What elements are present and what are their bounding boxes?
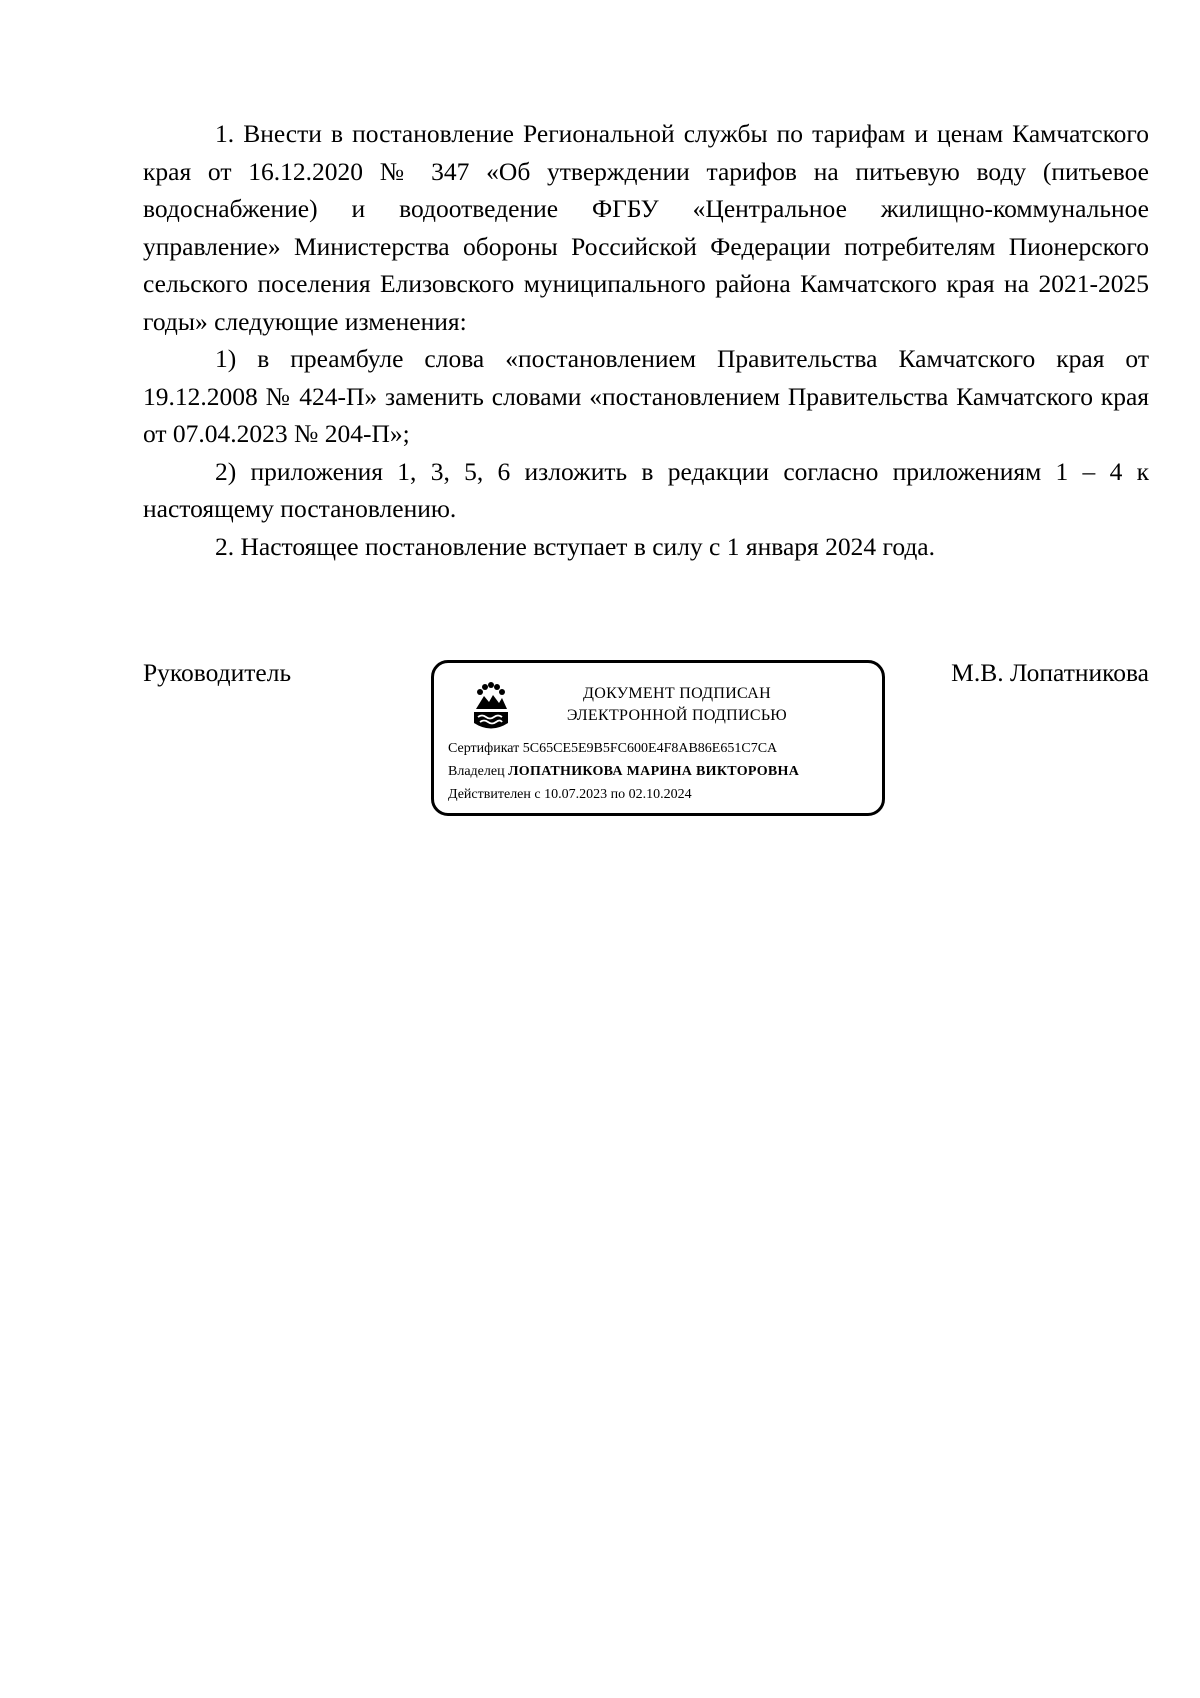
paragraph-1-item-1: 1) в преамбуле слова «постановлением Правительства Камчатского края от 19.12.2008 № 424-П» заменить словами «постановлением Правительства Камчатского края от 07.04.2023 № 204-П»; [143, 344, 1149, 448]
stamp-header-line-1: ДОКУМЕНТ ПОДПИСАН [583, 685, 771, 702]
document-body [143, 115, 1149, 565]
valid-from: 10.07.2023 [544, 787, 608, 802]
signatory-title: Руководитель [143, 658, 292, 687]
signatory-name: М.В. Лопатникова [951, 658, 1149, 687]
kamchatka-emblem-icon [472, 679, 510, 731]
stamp-header-line-2: ЭЛЕКТРОННОЙ ПОДПИСЬЮ [566, 707, 788, 724]
valid-from-label: с [534, 787, 541, 802]
certificate-value: 5C65CE5E9B5FC600E4F8AB86E651C7CA [522, 741, 778, 756]
valid-to: 02.10.2024 [628, 787, 692, 802]
electronic-signature-stamp [431, 660, 885, 816]
stamp-header [552, 683, 802, 727]
stamp-validity-line [448, 786, 692, 804]
paragraph-1: 1. Внести в постановление Региональной службы по тарифам и ценам Камчатского края от 16.12.2020 № 347 «Об утверждении тарифов на питьевую воду (питьевое водоснабжение) и водоотведение ФГБУ «Центральное жилищно-коммунальное управление» Министерства обороны Российской Федерации потребителям Пионерского сельского поселения Елизовского муниципального района Камчатского края на 2021-2025 годы» следующие изменения: [143, 119, 1149, 336]
paragraph-1-item-2: 2) приложения 1, 3, 5, 6 изложить в редакции согласно приложениям 1 – 4 к настоящему постановлению. [143, 456, 1149, 523]
stamp-owner-line [448, 763, 799, 781]
paragraph-2: 2. Настоящее постановление вступает в силу с 1 января 2024 года. [215, 531, 936, 561]
owner-label: Владелец [448, 764, 505, 779]
certificate-label: Сертификат [448, 741, 520, 756]
valid-label: Действителен [448, 787, 531, 802]
owner-value: ЛОПАТНИКОВА МАРИНА ВИКТОРОВНА [508, 764, 800, 779]
valid-to-label: по [610, 787, 626, 802]
stamp-certificate-line [448, 740, 777, 758]
